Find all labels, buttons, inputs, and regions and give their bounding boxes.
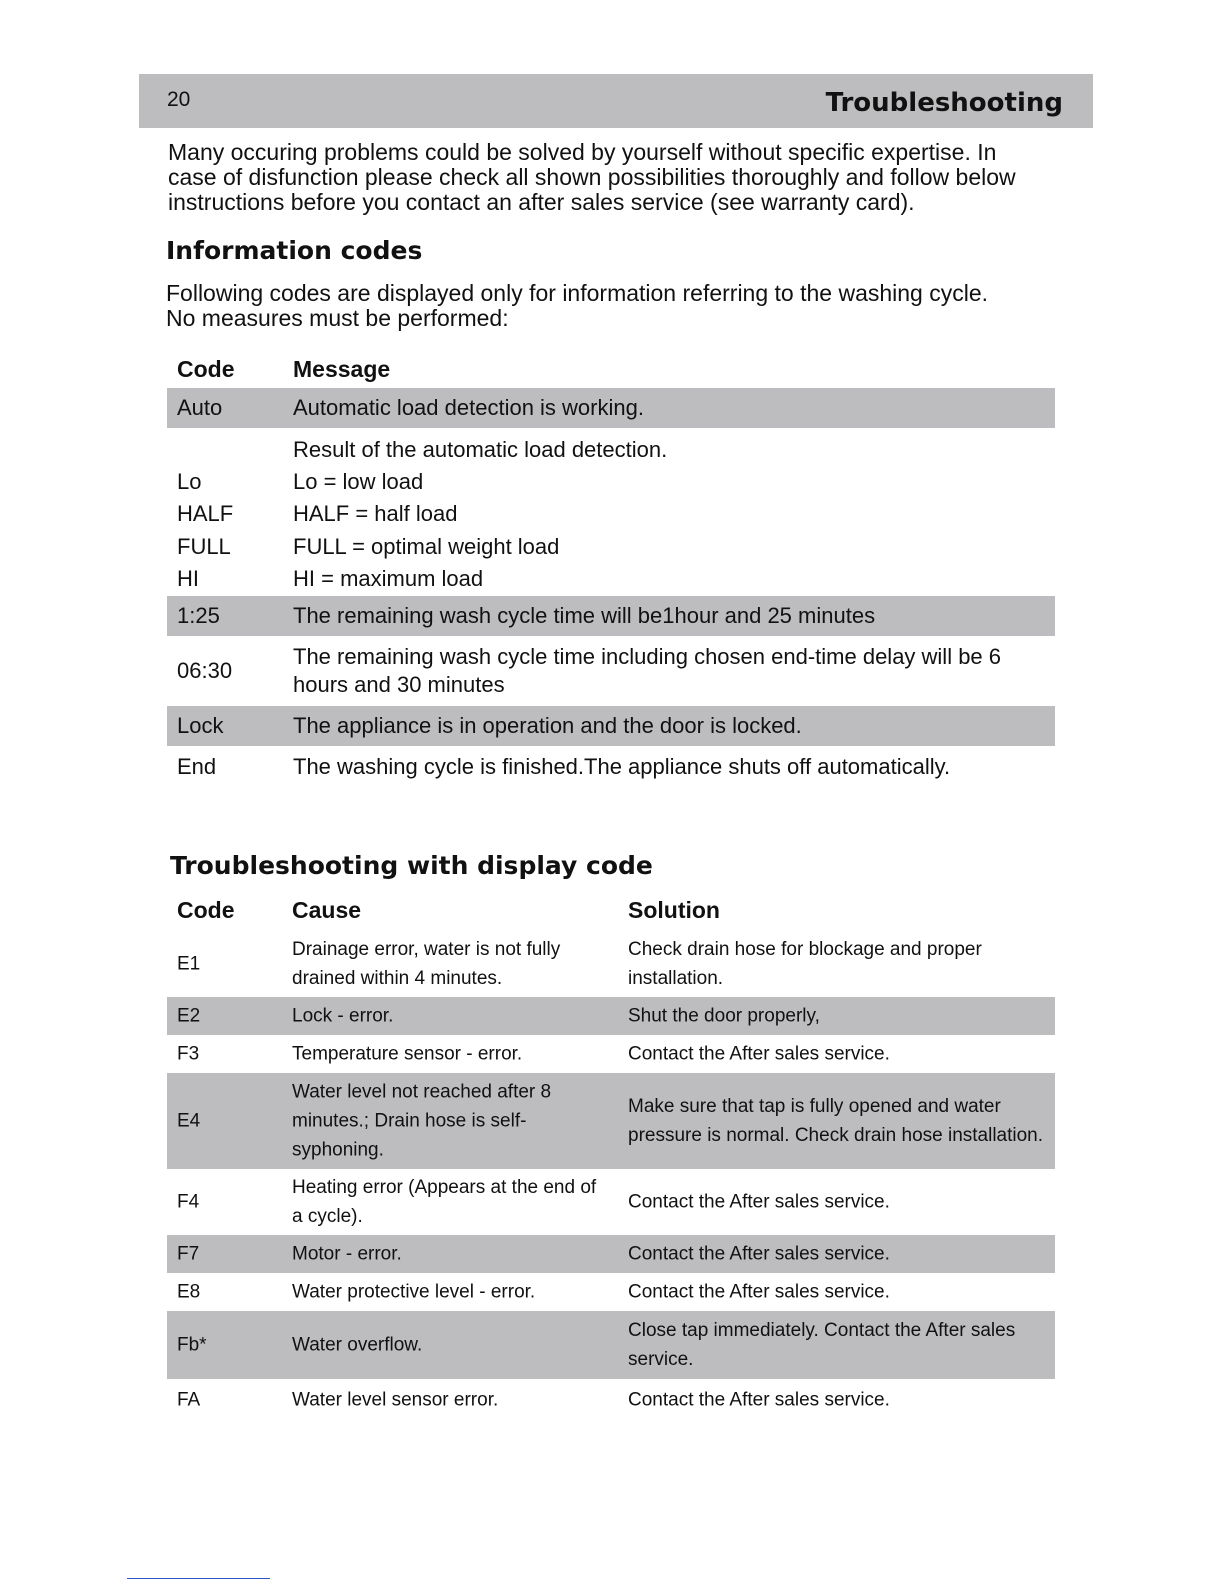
cause-cell: Temperature sensor - error. <box>292 1043 523 1065</box>
cause-cell: Water overflow. <box>292 1334 423 1356</box>
code-cell: E4 <box>177 1110 201 1132</box>
troubleshooting-table <box>167 893 1055 1421</box>
table-row <box>167 1235 1055 1273</box>
table-row <box>167 596 1055 636</box>
solution-cell: Contact the After sales service. <box>628 1191 890 1213</box>
code-cell: Auto <box>177 395 223 420</box>
table-row <box>167 1273 1055 1311</box>
table-row <box>167 1073 1055 1169</box>
intro-line: case of disfunction please check all shown possibilities thoroughly and follow below <box>168 164 1016 190</box>
table-row <box>167 931 1055 997</box>
code-cell: FULL <box>177 534 231 559</box>
table-row <box>167 706 1055 746</box>
table-row <box>167 636 1055 706</box>
code-cell: E1 <box>177 953 201 975</box>
table-header-row <box>167 352 1055 388</box>
column-header-code: Code <box>177 897 235 923</box>
message-cell: Automatic load detection is working. <box>293 395 644 420</box>
table-row <box>167 1311 1055 1379</box>
code-cell: 1:25 <box>177 603 220 628</box>
intro-paragraph <box>168 140 1068 215</box>
subtitle-line: No measures must be performed: <box>166 305 509 331</box>
solution-cell: Close tap immediately. Contact the After sales service. <box>628 1320 1016 1370</box>
cause-cell: Water protective level - error. <box>292 1281 536 1303</box>
code-cell: HI <box>177 566 199 591</box>
message-cell: HALF = half load <box>293 501 458 526</box>
page-header <box>139 74 1093 128</box>
message-cell: The remaining wash cycle time including chosen end-time delay will be 6 hours and 30 minutes <box>293 644 1002 697</box>
cause-cell: Heating error (Appears at the end of a cycle). <box>292 1177 597 1227</box>
intro-line: instructions before you contact an after sales service (see warranty card). <box>168 189 915 215</box>
solution-cell: Contact the After sales service. <box>628 1389 890 1411</box>
table-row <box>167 1035 1055 1073</box>
message-cell: HI = maximum load <box>293 566 484 591</box>
column-header-solution: Solution <box>628 897 720 923</box>
page-number: 20 <box>167 88 191 111</box>
message-cell: The washing cycle is finished.The appliance shuts off automatically. <box>293 754 951 779</box>
code-cell: 06:30 <box>177 658 233 683</box>
message-cell: FULL = optimal weight load <box>293 534 560 559</box>
table-row <box>167 1379 1055 1421</box>
code-cell: E2 <box>177 1005 201 1027</box>
message-cell: The remaining wash cycle time will be1hour and 25 minutes <box>293 603 876 628</box>
code-cell: F7 <box>177 1243 200 1265</box>
table-row <box>167 1169 1055 1235</box>
solution-cell: Contact the After sales service. <box>628 1043 890 1065</box>
code-cell: E8 <box>177 1281 201 1303</box>
code-cell: End <box>177 754 217 779</box>
information-codes-table <box>167 352 1055 788</box>
message-cell: The appliance is in operation and the door is locked. <box>293 713 802 738</box>
message-cell: Result of the automatic load detection. <box>293 437 668 462</box>
solution-cell: Contact the After sales service. <box>628 1281 890 1303</box>
subtitle-line: Following codes are displayed only for information referring to the washing cycle. <box>166 280 989 306</box>
code-cell: F4 <box>177 1191 200 1213</box>
code-cell: Fb* <box>177 1334 207 1356</box>
table-row <box>167 997 1055 1035</box>
intro-line: Many occuring problems could be solved by yourself without specific expertise. In <box>168 139 997 165</box>
cause-cell: Drainage error, water is not fully drained within 4 minutes. <box>292 939 561 989</box>
solution-cell: Make sure that tap is fully opened and water pressure is normal. Check drain hose installation. <box>628 1096 1044 1146</box>
table-row <box>167 388 1055 428</box>
footnote-separator-line <box>127 1578 270 1579</box>
information-codes-subtitle <box>166 281 1066 331</box>
cause-cell: Lock - error. <box>292 1005 394 1027</box>
solution-cell: Check drain hose for blockage and proper installation. <box>628 939 982 989</box>
code-cell: F3 <box>177 1043 200 1065</box>
code-cell: FA <box>177 1389 201 1411</box>
code-cell: Lock <box>177 713 224 738</box>
cause-cell: Water level sensor error. <box>292 1389 499 1411</box>
table-row <box>167 428 1055 596</box>
code-cell: Lo <box>177 469 202 494</box>
column-header-cause: Cause <box>292 897 362 923</box>
table-row <box>167 746 1055 788</box>
column-header-code: Code <box>177 356 235 382</box>
column-header-message: Message <box>293 356 391 382</box>
message-cell: Lo = low load <box>293 469 424 494</box>
solution-cell: Shut the door properly, <box>628 1005 820 1027</box>
cause-cell: Motor - error. <box>292 1243 402 1265</box>
troubleshooting-display-code-heading: Troubleshooting with display code <box>170 851 653 880</box>
table-header-row <box>167 893 1055 931</box>
code-cell: HALF <box>177 501 234 526</box>
cause-cell: Water level not reached after 8 minutes.; Drain hose is self-syphoning. <box>292 1081 552 1161</box>
page-title: Troubleshooting <box>825 88 1063 118</box>
information-codes-heading: Information codes <box>166 236 423 265</box>
solution-cell: Contact the After sales service. <box>628 1243 890 1265</box>
